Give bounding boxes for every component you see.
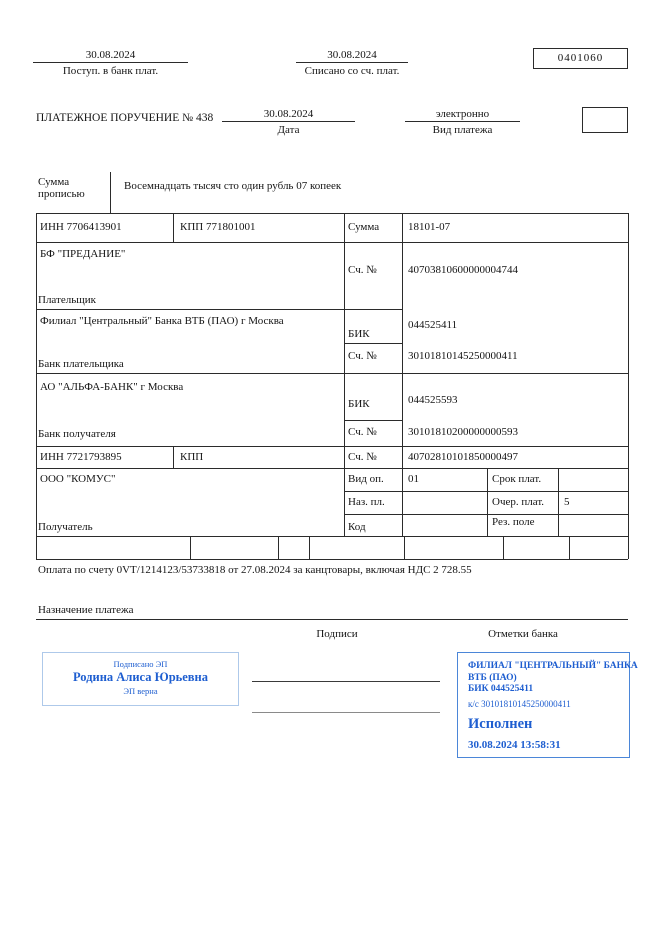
bank-stamp-branch-line2: ВТБ (ПАО) <box>468 672 517 683</box>
payee-bank-account: 30101810200000000593 <box>408 426 518 438</box>
payer-account: 40703810600000004744 <box>408 264 518 276</box>
table-vline <box>569 536 570 559</box>
sum-label: Сумма <box>348 221 380 233</box>
payee-account: 40702810101850000497 <box>408 451 518 463</box>
table-hline <box>344 420 402 421</box>
payer-bank-bik-label: БИК <box>348 328 370 340</box>
code-label: Код <box>348 521 366 533</box>
payee-kpp: КПП <box>180 451 204 463</box>
signature-line-2 <box>252 712 440 713</box>
due-date-label: Срок плат. <box>492 473 542 485</box>
received-date-label: Поступ. в банк плат. <box>62 65 159 77</box>
table-vline <box>278 536 279 559</box>
table-hline <box>344 343 402 344</box>
bank-stamp-status: Исполнен <box>468 715 533 732</box>
payee-name: ООО "КОМУС" <box>40 473 116 485</box>
table-vline <box>173 446 174 468</box>
table-hline <box>36 309 402 310</box>
debited-date-label: Списано со сч. плат. <box>304 65 400 77</box>
table-vline <box>309 536 310 559</box>
table-vline <box>487 468 488 536</box>
table-hline <box>36 559 628 560</box>
signature-line-1 <box>252 681 440 682</box>
amount-words-value: Восемнадцать тысяч сто один рубль 07 копеек <box>124 180 342 192</box>
payer-name: БФ "ПРЕДАНИЕ" <box>40 248 126 260</box>
payer-account-label: Сч. № <box>348 264 377 276</box>
signatures-label: Подписи <box>316 628 358 640</box>
document-date-value: 30.08.2024 <box>222 108 355 122</box>
sum-value: 18101-07 <box>408 221 451 233</box>
bank-stamp-corr-account: к/с 30101810145250000411 <box>468 698 571 709</box>
bank-execution-stamp <box>457 652 638 758</box>
table-hline <box>36 213 628 214</box>
table-vline <box>402 213 403 536</box>
payee-account-label: Сч. № <box>348 451 377 463</box>
bank-stamp-branch-line1: ФИЛИАЛ "ЦЕНТРАЛЬНЫЙ" БАНКА <box>468 661 638 671</box>
debited-date-field <box>296 49 408 77</box>
form-code-box <box>533 48 628 69</box>
table-hline <box>36 468 628 469</box>
table-hline <box>36 536 628 537</box>
op-type-label: Вид оп. <box>348 473 384 485</box>
table-vline <box>36 213 37 559</box>
signatures-header <box>267 624 407 642</box>
payee-inn: ИНН 7721793895 <box>40 451 122 463</box>
payer-bank-account: 30101810145250000411 <box>408 350 518 362</box>
payee-bank-label: Банк получателя <box>38 428 116 440</box>
document-date-field <box>222 108 355 136</box>
payment-kind-field <box>405 108 520 136</box>
payer-inn: ИНН 7706413901 <box>40 221 122 233</box>
table-vline <box>173 213 174 242</box>
status-code-box <box>582 107 628 133</box>
table-vline <box>190 536 191 559</box>
payment-purpose-label: Назначение платежа <box>38 604 134 616</box>
amount-words-label: Сумма прописью <box>38 176 85 200</box>
payee-label: Получатель <box>38 521 93 533</box>
payee-bank-account-label: Сч. № <box>348 426 377 438</box>
purpose-code-label: Наз. пл. <box>348 496 385 508</box>
bank-stamp-bik: БИК 044525411 <box>468 684 534 694</box>
priority-label: Очер. плат. <box>492 496 545 508</box>
table-hline <box>36 373 628 374</box>
received-date-value: 30.08.2024 <box>33 49 188 63</box>
payer-label: Плательщик <box>38 294 96 306</box>
table-hline <box>36 242 628 243</box>
purpose-underline <box>36 619 628 620</box>
payer-bank-name: Филиал "Центральный" Банка ВТБ (ПАО) г Москва <box>40 315 284 327</box>
esignature-signer-name: Родина Алиса Юрьевна <box>72 670 209 684</box>
bank-stamp-datetime: 30.08.2024 13:58:31 <box>468 738 561 751</box>
payee-bank-bik-label: БИК <box>348 398 370 410</box>
table-vline <box>558 468 559 536</box>
document-title: ПЛАТЕЖНОЕ ПОРУЧЕНИЕ № 438 <box>36 112 214 124</box>
payer-bank-label: Банк плательщика <box>38 358 124 370</box>
document-date-label: Дата <box>277 124 300 136</box>
payer-bank-account-label: Сч. № <box>348 350 377 362</box>
payee-bank-bik: 044525593 <box>408 394 458 406</box>
table-vline <box>503 536 504 559</box>
reserve-field-label: Рез. поле <box>492 516 535 528</box>
table-vline <box>628 213 629 559</box>
table-hline <box>344 491 628 492</box>
op-type-value: 01 <box>408 473 419 485</box>
debited-date-value: 30.08.2024 <box>296 49 408 63</box>
table-hline <box>36 446 628 447</box>
payment-kind-value: электронно <box>405 108 520 122</box>
form-code: 0401060 <box>557 52 604 64</box>
bank-marks-label: Отметки банка <box>488 628 558 640</box>
payee-bank-name: АО "АЛЬФА-БАНК" г Москва <box>40 381 184 393</box>
amount-words-divider <box>110 172 111 213</box>
table-vline <box>404 536 405 559</box>
esignature-valid-label: ЭП верна <box>123 686 158 696</box>
payer-kpp: КПП 771801001 <box>180 221 256 233</box>
payment-purpose-text: Оплата по счету 0VT/1214123/53733818 от 27.08.2024 за канцтовары, включая НДС 2 728.55 <box>38 564 472 576</box>
bank-marks-header <box>453 624 593 642</box>
table-hline <box>344 514 628 515</box>
esignature-stamp <box>42 652 239 706</box>
priority-value: 5 <box>564 496 570 508</box>
esignature-signed-label: Подписано ЭП <box>113 659 168 669</box>
table-vline <box>344 213 345 536</box>
payment-kind-label: Вид платежа <box>432 124 493 136</box>
payer-bank-bik: 044525411 <box>408 319 458 331</box>
received-date-field <box>33 49 188 77</box>
